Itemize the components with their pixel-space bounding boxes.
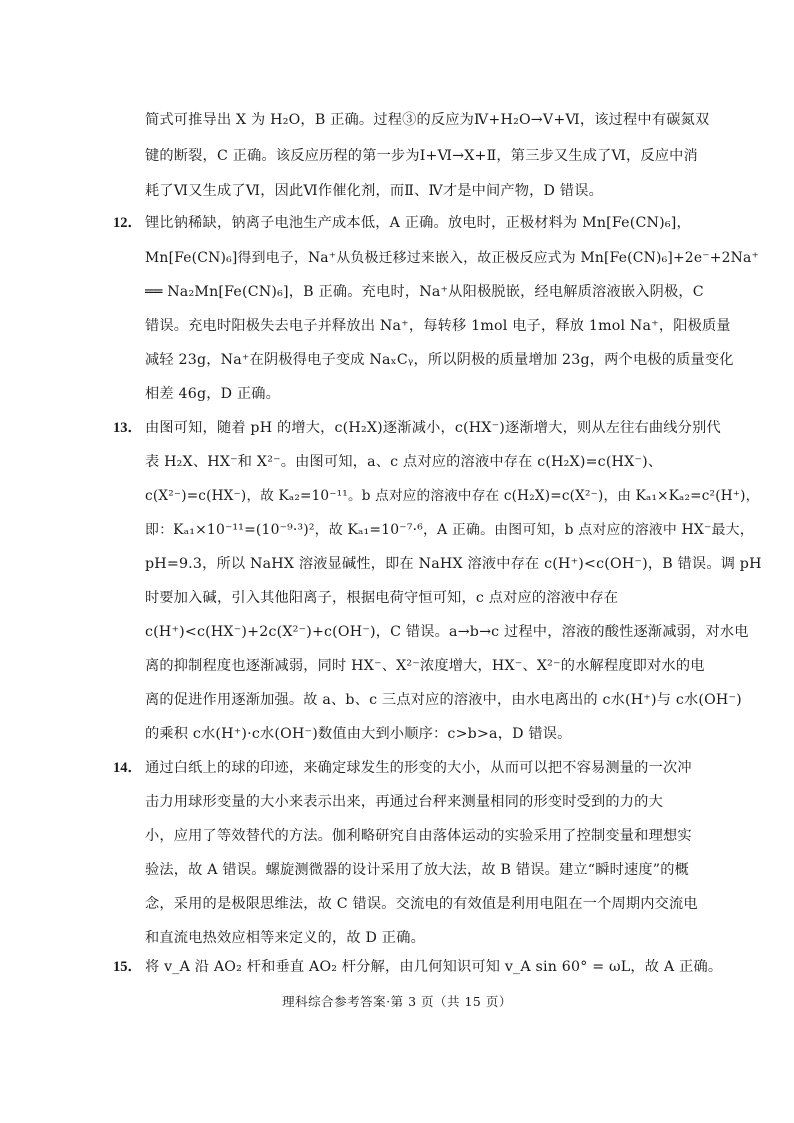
item-number: 13． xyxy=(113,420,142,436)
text-line: c(X²⁻)=c(HX⁻)，故 Kₐ₂=10⁻¹¹。b 点对应的溶液中存在 c(H₂X)=c(X²⁻)，由 Kₐ₁×Kₐ₂=c²(H⁺)， xyxy=(145,488,760,504)
text-line: 小，应用了等效替代的方法。伽利略研究自由落体运动的实验采用了控制变量和理想实 xyxy=(145,828,692,844)
text-line: 减轻 23g，Na⁺在阴极得电子变成 NaₓCᵧ，所以阴极的质量增加 23g，两个电极的质量变化 xyxy=(145,352,734,368)
text-line: 时要加入碱，引入其他阳离子，根据电荷守恒可知，c 点对应的溶液中存在 xyxy=(145,590,619,606)
text-line: c(H⁺)<c(HX⁻)+2c(X²⁻)+c(OH⁻)，C 错误。a→b→c 过程中，溶液的酸性逐渐减弱，对水电 xyxy=(145,624,749,640)
text-line: 和直流电热效应相等来定义的，故 D 正确。 xyxy=(145,930,425,946)
text-line: 验法，故 A 错误。螺旋测微器的设计采用了放大法，故 B 错误。建立“瞬时速度”的概 xyxy=(145,862,689,878)
text-line: 键的断裂，C 正确。该反应历程的第一步为Ⅰ+Ⅵ→X+Ⅱ，第三步又生成了Ⅵ，反应中消 xyxy=(145,148,698,164)
text-line: 离的抑制程度也逐渐减弱，同时 HX⁻、X²⁻浓度增大，HX⁻、X²⁻的水解程度即对水的电 xyxy=(145,658,705,674)
text-line: 将 v_A 沿 AO₂ 杆和垂直 AO₂ 杆分解，由几何知识可知 v_A sin 60° = ωL，故 A 正确。 xyxy=(145,959,723,975)
text-line: 念，采用的是极限思维法，故 C 错误。交流电的有效值是利用电阻在一个周期内交流电 xyxy=(145,896,698,912)
text-line: ══ Na₂Mn[Fe(CN)₆]，B 正确。充电时，Na⁺从阳极脱嵌，经电解质溶液嵌入阴极，C xyxy=(145,284,704,300)
page-footer: 理科综合参考答案·第 3 页（共 15 页） xyxy=(282,994,512,1009)
text-line: 的乘积 c水(H⁺)·c水(OH⁻)数值由大到小顺序：c>b>a，D 错误。 xyxy=(145,726,572,742)
item-number: 15． xyxy=(113,959,142,975)
text-line: 由图可知，随着 pH 的增大，c(H₂X)逐渐减小，c(HX⁻)逐渐增大，则从左往右曲线分别代 xyxy=(145,420,721,436)
text-line: 即：Kₐ₁×10⁻¹¹=(10⁻⁹·³)²，故 Kₐ₁=10⁻⁷·⁶，A 正确。由图可知，b 点对应的溶液中 HX⁻最大， xyxy=(145,522,754,538)
text-line: 锂比钠稀缺，钠离子电池生产成本低，A 正确。放电时，正极材料为 Mn[Fe(CN)₆]， xyxy=(145,215,691,231)
text-line: 相差 46g，D 正确。 xyxy=(145,386,281,402)
text-line: 耗了Ⅵ又生成了Ⅵ，因此Ⅵ作催化剂，而Ⅱ、Ⅳ才是中间产物，D 错误。 xyxy=(145,183,603,199)
item-number: 14． xyxy=(113,760,142,776)
text-line: 击力用球形变量的大小来表示出来，再通过台秤来测量相同的形变时受到的力的大 xyxy=(145,794,663,810)
text-line: 离的促进作用逐渐加强。故 a、b、c 三点对应的溶液中，由水电离出的 c水(H⁺)与 c水(OH⁻) xyxy=(145,692,742,708)
item-number: 12． xyxy=(113,215,142,231)
text-line: Mn[Fe(CN)₆]得到电子，Na⁺从负极迁移过来嵌入，故正极反应式为 Mn[Fe(CN)₆]+2e⁻+2Na⁺ xyxy=(145,250,760,266)
text-line: 通过白纸上的球的印迹，来确定球发生的形变的大小，从而可以把不容易测量的一次冲 xyxy=(145,760,692,776)
text-line: 错误。充电时阳极失去电子并释放出 Na⁺，每转移 1mol 电子，释放 1mol Na⁺，阳极质量 xyxy=(145,318,731,334)
text-line: 表 H₂X、HX⁻和 X²⁻。由图可知，a、c 点对应的溶液中存在 c(H₂X)=c(HX⁻)、 xyxy=(145,454,663,470)
text-line: 简式可推导出 X 为 H₂O，B 正确。过程③的反应为Ⅳ+H₂O→Ⅴ+Ⅵ，该过程中有碳氮双 xyxy=(145,112,710,128)
text-line: pH=9.3，所以 NaHX 溶液显碱性，即在 NaHX 溶液中存在 c(H⁺)<c(OH⁻)，B 错误。调 pH xyxy=(145,556,762,572)
